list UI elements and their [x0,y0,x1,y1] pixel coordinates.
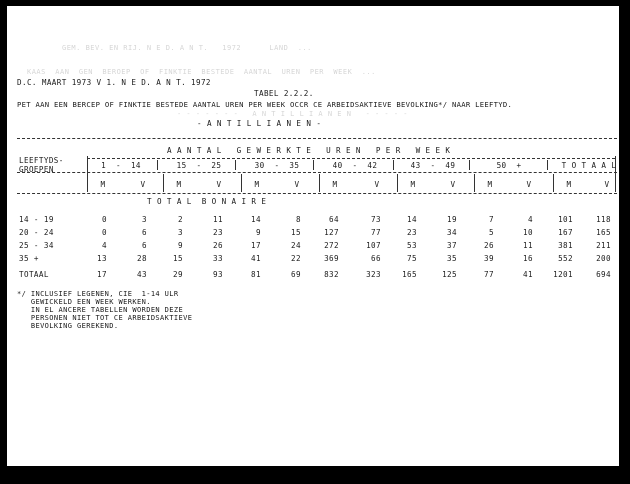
group-rule [87,158,615,159]
sex-header: M [332,180,338,189]
total-cell: 323 [366,270,381,279]
range-header: 15 - 25 [176,161,222,170]
row-label: 14 - 19 [19,215,54,224]
document-page [7,6,619,466]
total-cell: 1201 [553,270,573,279]
range-header: T O T A A L [561,161,617,170]
range-divider [313,160,314,170]
bleed-through-line: GEM. BEV. EN RIJ. N E D. A N T. 1972 LAND ... [62,44,312,52]
bleed-through-line: KAAS AAN GEN BEROEP OF FINKTIE BESTEDE AANTAL UREN PER WEEK ... [27,68,376,76]
table-cell: 211 [596,241,611,250]
table-cell: 24 [291,241,301,250]
table-number: TABEL 2.2.2. [254,89,314,98]
table-cell: 73 [371,215,381,224]
age-group-header: LEEFTYDS- GROEPEN [19,156,64,174]
sex-column-divider [319,174,320,192]
table-cell: 200 [596,254,611,263]
total-cell: 832 [324,270,339,279]
total-label: TOTAAL [19,270,49,279]
table-cell: 15 [173,254,183,263]
table-cell: 33 [213,254,223,263]
range-divider [235,160,236,170]
table-cell: 0 [102,215,107,224]
table-cell: 9 [178,241,183,250]
sex-column-divider [553,174,554,192]
sex-column-divider [163,174,164,192]
total-cell: 694 [596,270,611,279]
table-cell: 4 [102,241,107,250]
total-cell: 125 [442,270,457,279]
range-divider [547,160,548,170]
total-cell: 69 [291,270,301,279]
table-cell: 14 [251,215,261,224]
table-cell: 0 [102,228,107,237]
table-title: PET AAN EEN BERCEP OF FINKTIE BESTEDE AANTAL UREN PER WEEK OCCR CE ARBEIDSAKTIEVE BEVOLKING*/ NAAR LEEFTYD. [17,100,513,109]
range-rule [17,172,617,173]
total-cell: 41 [523,270,533,279]
table-cell: 4 [528,215,533,224]
table-cell: 16 [523,254,533,263]
table-cell: 77 [371,228,381,237]
table-cell: 11 [213,215,223,224]
sex-header: M [566,180,572,189]
total-cell: 81 [251,270,261,279]
table-cell: 26 [484,241,494,250]
sex-header: M [487,180,493,189]
row-label: 25 - 34 [19,241,54,250]
table-cell: 6 [142,241,147,250]
footnote: */ INCLUSIEF LEGENEN, CIE 1-14 ULR GEWICKELD EEN WEEK WERKEN. IN EL ANCERE TABELLEN WORDEN DEZE PERSONEN NIET TOT CE ARBEIDSAKTIEVE BEVOLKING GEREKEND. [17,290,193,330]
table-cell: 15 [291,228,301,237]
table-cell: 22 [291,254,301,263]
table-cell: 14 [407,215,417,224]
range-header: 40 - 42 [332,161,378,170]
total-cell: 93 [213,270,223,279]
table-cell: 167 [558,228,573,237]
sex-header: V [526,180,532,189]
sex-header: M [410,180,416,189]
sex-header: V [374,180,380,189]
total-cell: 29 [173,270,183,279]
table-cell: 28 [137,254,147,263]
sex-header: M [100,180,106,189]
sex-column-divider [474,174,475,192]
table-cell: 6 [142,228,147,237]
source-line: D.C. MAART 1973 V 1. N E D. A N T. 1972 [17,78,211,87]
sex-column-divider [397,174,398,192]
total-cell: 43 [137,270,147,279]
sex-header: M [254,180,260,189]
table-cell: 272 [324,241,339,250]
total-cell: 165 [402,270,417,279]
table-cell: 9 [256,228,261,237]
table-cell: 35 [447,254,457,263]
bleed-through-line: - - - - - - - A N T I L L I A N E N - - - - - [177,110,409,118]
section-label: T O T A L B O N A I R E [147,197,267,206]
sex-column-divider [241,174,242,192]
table-cell: 381 [558,241,573,250]
table-cell: 34 [447,228,457,237]
row-label: 20 - 24 [19,228,54,237]
sex-header: V [140,180,146,189]
table-cell: 127 [324,228,339,237]
sex-header: V [216,180,222,189]
table-cell: 552 [558,254,573,263]
sex-header: V [450,180,456,189]
table-cell: 19 [447,215,457,224]
top-rule [17,138,617,139]
table-cell: 7 [489,215,494,224]
header-rule [17,193,617,194]
table-cell: 107 [366,241,381,250]
table-cell: 23 [407,228,417,237]
total-cell: 17 [97,270,107,279]
table-cell: 5 [489,228,494,237]
total-cell: 77 [484,270,494,279]
table-cell: 10 [523,228,533,237]
sex-column-divider [87,174,88,192]
table-cell: 3 [142,215,147,224]
table-cell: 13 [97,254,107,263]
table-cell: 66 [371,254,381,263]
sex-header: V [604,180,610,189]
sex-header: M [176,180,182,189]
table-cell: 17 [251,241,261,250]
range-divider [157,160,158,170]
table-cell: 3 [178,228,183,237]
range-divider [469,160,470,170]
table-subtitle: - A N T I L L I A N E N - [197,119,322,128]
hours-group-header: A A N T A L G E W E R K T E U R E N P E R W E E K [167,146,451,155]
table-cell: 369 [324,254,339,263]
sex-header: V [294,180,300,189]
row-label: 35 + [19,254,39,263]
table-cell: 8 [296,215,301,224]
table-cell: 37 [447,241,457,250]
range-divider [393,160,394,170]
range-header: 1 - 14 [101,161,141,170]
table-cell: 53 [407,241,417,250]
table-cell: 41 [251,254,261,263]
table-cell: 39 [484,254,494,263]
table-cell: 2 [178,215,183,224]
range-header: 50 + [496,161,522,170]
table-cell: 11 [523,241,533,250]
table-cell: 165 [596,228,611,237]
table-cell: 23 [213,228,223,237]
table-cell: 26 [213,241,223,250]
range-header: 43 - 49 [410,161,456,170]
table-cell: 101 [558,215,573,224]
range-header: 30 - 35 [254,161,300,170]
table-cell: 64 [329,215,339,224]
table-cell: 75 [407,254,417,263]
table-cell: 118 [596,215,611,224]
